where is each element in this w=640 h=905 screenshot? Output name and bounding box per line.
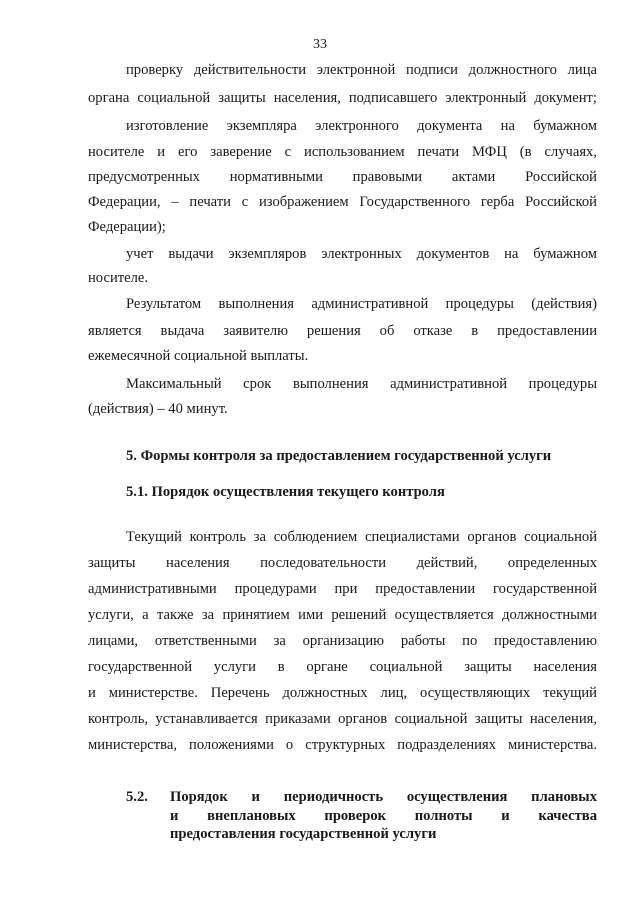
text-line: Максимальный срок выполнения административной процедуры xyxy=(126,376,597,392)
text-line: органа социальной защиты населения, подписавшего электронный документ; xyxy=(88,90,597,106)
text-line: ежемесячной социальной выплаты. xyxy=(88,348,309,364)
text-line: государственной услуги в органе социальной защиты населения xyxy=(88,659,597,675)
text-line: услуги, а также за принятием ими решений осуществляется должностными xyxy=(88,607,597,623)
section-5-heading: 5. Формы контроля за предоставлением государственной услуги xyxy=(126,448,552,464)
text-line: и министерстве. Перечень должностных лиц, осуществляющих текущий xyxy=(88,685,597,701)
section-5-1-heading: 5.1. Порядок осуществления текущего контроля xyxy=(126,484,445,500)
text-line: изготовление экземпляра электронного документа на бумажном xyxy=(126,118,597,134)
section-5-2-heading-line: Порядок и периодичность осуществления плановых xyxy=(170,789,597,805)
section-5-2-heading-line: предоставления государственной услуги xyxy=(170,826,437,842)
text-line: Результатом выполнения административной процедуры (действия) xyxy=(126,296,597,312)
text-line: защиты населения последовательности действий, определенных xyxy=(88,555,597,571)
text-line: (действия) – 40 минут. xyxy=(88,401,228,417)
page-number: 33 xyxy=(313,37,327,52)
text-line: Текущий контроль за соблюдением специалистами органов социальной xyxy=(126,529,597,545)
text-line: министерства, положениями о структурных подразделениях министерства. xyxy=(88,737,597,753)
text-line: контроль, устанавливается приказами органов социальной защиты населения, xyxy=(88,711,597,727)
text-line: носителе и его заверение с использованием печати МФЦ (в случаях, xyxy=(88,144,597,160)
text-line: предусмотренных нормативными правовыми актами Российской xyxy=(88,169,597,185)
section-5-2-heading-line: и внеплановых проверок полноты и качества xyxy=(170,808,597,824)
text-line: является выдача заявителю решения об отказе в предоставлении xyxy=(88,323,597,339)
text-line: Федерации, – печати с изображением Государственного герба Российской xyxy=(88,194,597,210)
text-line: Федерации); xyxy=(88,219,166,235)
text-line: проверку действительности электронной подписи должностного лица xyxy=(126,62,597,78)
text-line: административными процедурами при предоставлении государственной xyxy=(88,581,597,597)
text-line: лицами, ответственными за организацию работы по предоставлению xyxy=(88,633,597,649)
text-line: носителе. xyxy=(88,270,149,286)
section-5-2-number: 5.2. xyxy=(126,789,148,805)
text-line: учет выдачи экземпляров электронных документов на бумажном xyxy=(126,246,597,262)
